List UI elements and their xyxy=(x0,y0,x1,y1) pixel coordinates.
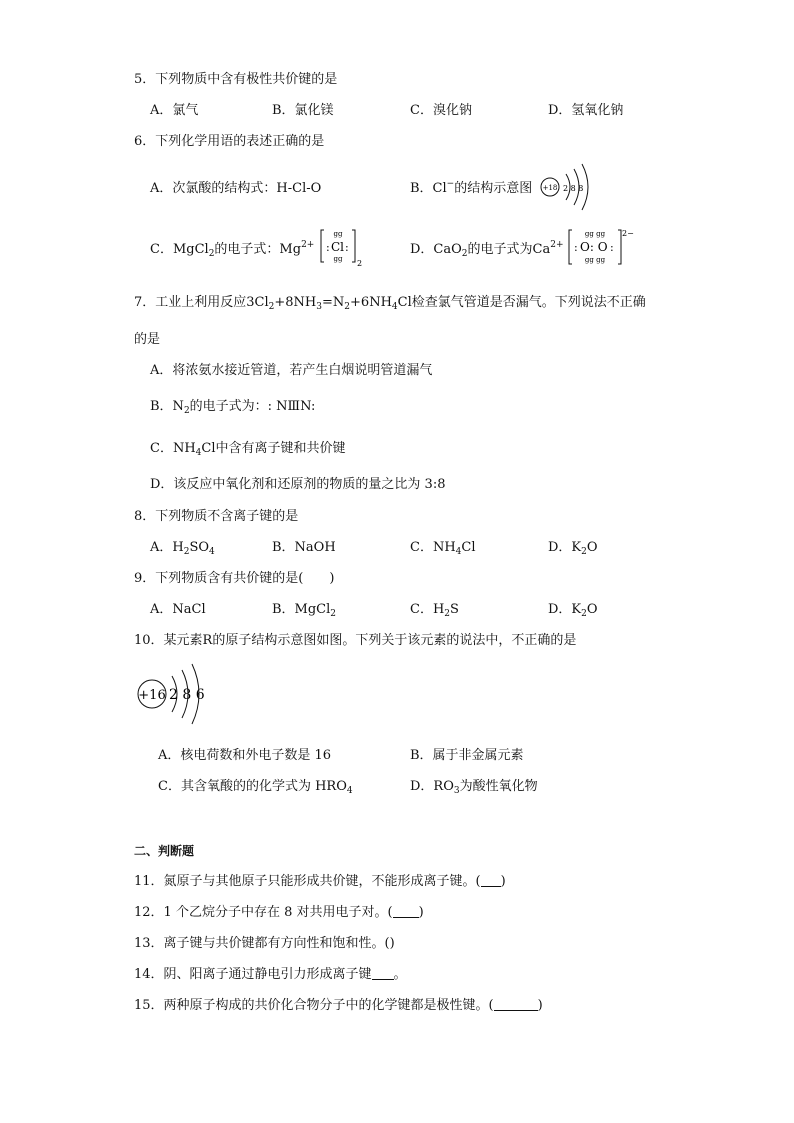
q13-text: 13．离子键与共价键都有方向性和饱和性。( xyxy=(134,936,390,951)
q5-option-a: A．氯气 xyxy=(150,103,199,118)
q6-option-a: A．次氯酸的结构式：H-Cl-O xyxy=(150,181,322,196)
q15-close: ) xyxy=(537,998,543,1013)
q7-c-prefix: C．NH xyxy=(150,441,196,456)
q6-d-suffix: 的电子式为Ca xyxy=(467,242,551,257)
q7-stem-sub1: 2 xyxy=(268,302,275,312)
q7-b-prefix: B．N xyxy=(150,399,184,414)
q15-answer-blank[interactable] xyxy=(494,997,538,1011)
q10-option-b: B．属于非金属元素 xyxy=(410,748,524,763)
q6-d-charge: 2+ xyxy=(550,240,564,250)
q8-d-sub: 2 xyxy=(581,547,587,557)
q9-c-prefix: C．H xyxy=(410,602,445,617)
q8-option-d xyxy=(548,536,598,557)
q10-d-sub: 3 xyxy=(453,786,460,796)
q7-option-a: A．将浓氨水接近管道，若产生白烟说明管道漏气 xyxy=(150,363,433,378)
q9-c-suffix: S xyxy=(450,602,459,617)
q9-c-sub: 2 xyxy=(444,609,451,619)
q7-stem-part2: +8NH xyxy=(274,295,317,310)
q7-c-sub: 4 xyxy=(195,448,202,458)
q10-shells-label: 2 8 6 xyxy=(169,687,205,703)
q8-a-mid: SO xyxy=(189,540,210,555)
q6-c-dots-top: gg xyxy=(333,230,343,238)
q6-option-d xyxy=(410,238,564,259)
q8-d-prefix: D．K xyxy=(548,540,582,555)
q6-b-atom-diagram xyxy=(538,160,598,216)
q14-close: 。 xyxy=(393,967,407,982)
q8-a-sub1: 2 xyxy=(183,547,190,557)
question-7-stem-line2: 的是 xyxy=(134,332,161,347)
q12-close: ) xyxy=(418,905,424,920)
q6-c-electron-formula xyxy=(318,226,362,268)
q6-c-sub: 2 xyxy=(208,249,215,259)
question-12 xyxy=(134,901,424,920)
q7-stem-part4: +6NH xyxy=(350,295,392,310)
q6-b-charge: − xyxy=(446,179,455,189)
q7-stem-sub3: 2 xyxy=(344,302,351,312)
question-15 xyxy=(134,994,543,1013)
q6-c-prefix: C．MgCl xyxy=(150,242,209,257)
q7-b-sub: 2 xyxy=(183,406,190,416)
q12-text: 12．1 个乙烷分子中存在 8 对共用电子对。( xyxy=(134,905,393,920)
q14-text: 14．阴、阳离子通过静电引力形成离子键 xyxy=(134,967,372,982)
q9-option-b xyxy=(272,598,336,619)
q6-d-electron-formula xyxy=(566,226,632,268)
q6-option-b xyxy=(410,177,532,196)
q11-answer-blank[interactable] xyxy=(481,873,501,887)
q10-option-d xyxy=(410,775,538,796)
q9-b-prefix: B．MgCl xyxy=(272,602,331,617)
q8-d-suffix: O xyxy=(586,540,598,555)
q6-d-dots-bottom: gg gg xyxy=(584,256,606,264)
q10-d-suffix: 为酸性氧化物 xyxy=(459,779,538,794)
question-11 xyxy=(134,870,506,889)
q8-a-prefix: A．H xyxy=(150,540,184,555)
q12-answer-blank[interactable] xyxy=(393,904,419,918)
q6-d-outer-charge: 2− xyxy=(622,229,634,238)
q13-close: ) xyxy=(389,936,395,951)
q9-d-sub: 2 xyxy=(581,609,587,619)
q7-stem-part1: 7．工业上利用反应3Cl xyxy=(134,295,269,310)
q6-c-outer-sub: 2 xyxy=(357,259,363,268)
q7-b-suffix: 的电子式为：: NⅢN: xyxy=(189,399,316,414)
q10-atom-diagram xyxy=(134,660,214,728)
question-6-stem: 6．下列化学用语的表述正确的是 xyxy=(134,134,325,149)
q6-d-ion: O: O xyxy=(580,240,608,254)
q9-b-sub: 2 xyxy=(330,609,337,619)
q6-d-dots-top: gg gg xyxy=(584,230,606,238)
q8-c-suffix: Cl xyxy=(461,540,476,555)
question-9-stem: 9．下列物质含有共价键的是( ) xyxy=(134,571,335,586)
q7-option-c xyxy=(150,437,346,458)
q10-option-c xyxy=(158,775,353,796)
q10-nucleus-label: +16 xyxy=(138,688,166,703)
q9-option-c xyxy=(410,598,459,619)
question-7-stem xyxy=(134,291,646,312)
svg-text::: : xyxy=(574,241,578,254)
q11-close: ) xyxy=(500,874,506,889)
q9-d-suffix: O xyxy=(586,602,598,617)
q9-option-a: A．NaCl xyxy=(150,602,206,617)
question-14 xyxy=(134,963,407,982)
q8-option-c xyxy=(410,536,476,557)
q7-stem-sub2: 3 xyxy=(316,302,323,312)
question-8-stem: 8．下列物质不含离子键的是 xyxy=(134,509,299,524)
q8-option-b: B．NaOH xyxy=(272,540,336,555)
q6-c-dots-bottom: gg xyxy=(333,255,343,263)
q6-c-suffix: 的电子式：Mg xyxy=(214,242,302,257)
q9-d-prefix: D．K xyxy=(548,602,582,617)
svg-text::: : xyxy=(326,241,330,254)
q7-option-b xyxy=(150,395,315,416)
q7-stem-part3: =N xyxy=(322,295,345,310)
svg-text::: : xyxy=(345,241,349,254)
q10-d-prefix: D．RO xyxy=(410,779,454,794)
q8-c-prefix: C．NH xyxy=(410,540,456,555)
q7-stem-sub4: 4 xyxy=(391,302,398,312)
question-5-stem: 5．下列物质中含有极性共价键的是 xyxy=(134,72,338,87)
q6-d-sub: 2 xyxy=(461,249,468,259)
question-13 xyxy=(134,932,395,951)
q7-c-suffix: Cl中含有离子键和共价键 xyxy=(201,441,346,456)
q6-b-shells-label: 2 8 8 xyxy=(563,184,584,193)
q5-option-d: D．氢氧化钠 xyxy=(548,103,624,118)
question-10-stem: 10．某元素R的原子结构示意图如图。下列关于该元素的说法中，不正确的是 xyxy=(134,633,577,648)
q6-c-ion: Cl xyxy=(331,240,345,254)
q11-text: 11．氮原子与其他原子只能形成共价键，不能形成离子键。( xyxy=(134,874,481,889)
q8-a-sub2: 4 xyxy=(209,547,215,557)
q6-b-suffix: 的结构示意图 xyxy=(454,181,533,196)
q7-stem-part5: Cl检查氯气管道是否漏气。下列说法不正确 xyxy=(397,295,646,310)
q10-c-prefix: C．其含氧酸的的化学式为 HRO xyxy=(158,779,347,794)
q14-answer-blank[interactable] xyxy=(372,966,394,980)
q8-option-a xyxy=(150,536,215,557)
q6-b-prefix: B．Cl xyxy=(410,181,447,196)
q8-c-sub: 4 xyxy=(455,547,462,557)
svg-text::: : xyxy=(610,241,614,254)
q9-option-d xyxy=(548,598,598,619)
q5-option-c: C．溴化钠 xyxy=(410,103,472,118)
q5-option-b: B．氯化镁 xyxy=(272,103,334,118)
q10-option-a: A．核电荷数和外电子数是 16 xyxy=(158,748,332,763)
q6-c-charge: 2+ xyxy=(301,240,315,250)
q7-option-d: D．该反应中氧化剂和还原剂的物质的量之比为 3:8 xyxy=(150,477,446,492)
q6-option-c xyxy=(150,238,314,259)
section-2-title: 二、判断题 xyxy=(134,844,195,858)
q6-d-prefix: D．CaO xyxy=(410,242,462,257)
q10-c-sub: 4 xyxy=(346,786,353,796)
q15-text: 15．两种原子构成的共价化合物分子中的化学键都是极性键。( xyxy=(134,998,494,1013)
q6-b-nucleus-label: +18 xyxy=(542,184,558,192)
